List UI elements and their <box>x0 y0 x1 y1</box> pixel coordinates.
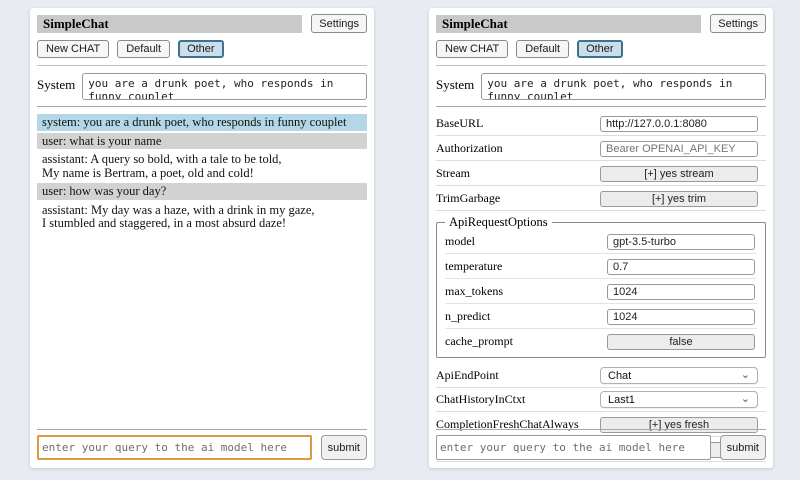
divider <box>37 429 367 430</box>
trimgarbage-toggle-button[interactable]: [+] yes trim <box>600 191 758 207</box>
divider <box>436 65 766 66</box>
panel-header <box>37 14 367 33</box>
settings-button[interactable]: Settings <box>311 14 367 33</box>
stream-toggle-button[interactable]: [+] yes stream <box>600 166 758 182</box>
app-title: SimpleChat <box>37 15 302 33</box>
setting-label-n-predict: n_predict <box>445 308 491 323</box>
chat-panel <box>30 8 374 468</box>
chat-toolbar <box>37 40 367 58</box>
message-line: assistant: My day was a haze, with a drink in my gaze, <box>42 202 315 217</box>
select-value: Last1 <box>608 393 635 406</box>
query-input[interactable] <box>436 435 711 460</box>
setting-label-baseurl: BaseURL <box>436 115 484 130</box>
settings-rows-top <box>436 112 766 211</box>
message-line: system: you are a drunk poet, who responds in funny couplet <box>42 115 347 129</box>
submit-button[interactable]: submit <box>321 435 367 460</box>
setting-control-wrap <box>600 139 758 157</box>
temperature-input[interactable] <box>607 259 755 275</box>
system-prompt-row <box>37 73 367 100</box>
system-prompt-input[interactable] <box>82 73 367 100</box>
message-line: I stumbled and staggered, in a most absurd daze! <box>42 216 287 230</box>
setting-label-cache-prompt: cache_prompt <box>445 333 513 348</box>
setting-label-model: model <box>445 233 475 248</box>
chat-message-user <box>37 183 367 200</box>
chathistoryinctxt-select[interactable] <box>600 391 758 408</box>
system-prompt-row <box>436 73 766 100</box>
setting-label-stream: Stream <box>436 165 470 180</box>
setting-row-max-tokens <box>445 280 757 304</box>
chat-tab-new-chat[interactable]: New CHAT <box>37 40 109 58</box>
api-request-options-fieldset <box>436 215 766 358</box>
query-bar <box>37 424 367 460</box>
completionfreshchatalways-toggle-button[interactable]: [+] yes fresh <box>600 417 758 433</box>
settings-rows-fieldset <box>445 230 757 353</box>
model-input[interactable] <box>607 234 755 250</box>
setting-row-authorization <box>436 137 766 161</box>
divider <box>436 106 766 107</box>
setting-label-trimgarbage: TrimGarbage <box>436 190 501 205</box>
divider <box>37 106 367 107</box>
setting-row-stream <box>436 162 766 186</box>
chat-message-assistant <box>37 202 367 232</box>
setting-control-wrap <box>607 257 755 275</box>
setting-label-completionfreshchatalways: CompletionFreshChatAlways <box>436 416 579 431</box>
apiendpoint-select[interactable] <box>600 367 758 384</box>
message-line: My name is Bertram, a poet, old and cold! <box>42 165 254 180</box>
setting-control-wrap <box>607 332 755 350</box>
max-tokens-input[interactable] <box>607 284 755 300</box>
chat-message-assistant <box>37 151 367 181</box>
message-line: user: what is your name <box>42 133 162 148</box>
baseurl-input[interactable] <box>600 116 758 132</box>
setting-row-trimgarbage <box>436 187 766 211</box>
settings-button[interactable]: Settings <box>710 14 766 33</box>
authorization-input[interactable] <box>600 141 758 157</box>
chat-tab-other[interactable]: Other <box>178 40 224 58</box>
fieldset-legend: ApiRequestOptions <box>449 215 548 229</box>
setting-label-chathistoryinctxt: ChatHistoryInCtxt <box>436 392 526 406</box>
setting-row-temperature <box>445 255 757 279</box>
message-line: user: how was your day? <box>42 184 167 198</box>
system-label: System <box>436 77 475 92</box>
message-line: assistant: A query so bold, with a tale to be told, <box>42 152 282 166</box>
cache-prompt-toggle-button[interactable]: false <box>607 334 755 350</box>
setting-label-max-tokens: max_tokens <box>445 283 503 298</box>
setting-row-apiendpoint <box>436 365 766 388</box>
query-input[interactable] <box>37 435 312 460</box>
setting-control-wrap <box>600 367 758 384</box>
select-value: Chat <box>608 369 632 382</box>
setting-row-baseurl <box>436 112 766 136</box>
chat-tab-other[interactable]: Other <box>577 40 623 58</box>
setting-control-wrap <box>607 307 755 325</box>
chat-tab-default[interactable]: Default <box>516 40 569 58</box>
chat-tab-new-chat[interactable]: New CHAT <box>436 40 508 58</box>
setting-control-wrap <box>600 164 758 182</box>
chat-toolbar <box>436 40 766 58</box>
app-title: SimpleChat <box>436 15 701 33</box>
panel-header <box>436 14 766 33</box>
setting-row-chathistoryinctxt <box>436 389 766 412</box>
chat-messages <box>37 114 367 232</box>
setting-control-wrap <box>600 391 758 408</box>
divider <box>37 65 367 66</box>
system-label: System <box>37 77 76 92</box>
setting-row-cache-prompt <box>445 330 757 353</box>
submit-button[interactable]: submit <box>720 435 766 460</box>
query-bar <box>436 424 766 460</box>
setting-control-wrap <box>600 114 758 132</box>
setting-label-temperature: temperature <box>445 258 503 273</box>
system-prompt-input[interactable] <box>481 73 766 100</box>
chat-message-user <box>37 133 367 150</box>
settings-panel <box>429 8 773 468</box>
setting-control-wrap <box>600 189 758 207</box>
setting-label-apiendpoint: ApiEndPoint <box>436 368 499 382</box>
chevron-down-icon: ⌄ <box>740 369 750 381</box>
chat-message-system <box>37 114 367 131</box>
setting-row-model <box>445 230 757 254</box>
setting-row-n-predict <box>445 305 757 329</box>
chevron-down-icon: ⌄ <box>740 393 750 405</box>
setting-control-wrap <box>607 282 755 300</box>
divider <box>436 429 766 430</box>
setting-label-authorization: Authorization <box>436 140 503 155</box>
chat-tab-default[interactable]: Default <box>117 40 170 58</box>
n-predict-input[interactable] <box>607 309 755 325</box>
setting-control-wrap <box>607 232 755 250</box>
